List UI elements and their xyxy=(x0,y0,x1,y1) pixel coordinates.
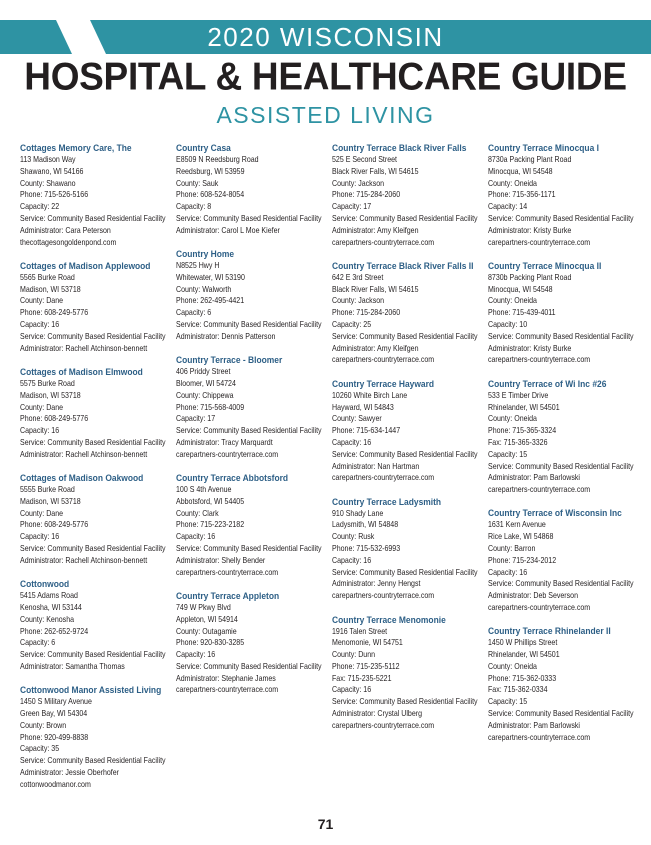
facility-detail: Administrator: Cara Peterson xyxy=(20,225,111,235)
facility-detail: County: Jackson xyxy=(332,296,385,306)
facility-entry xyxy=(332,496,482,602)
facility-entry xyxy=(488,142,638,248)
facility-detail: Capacity: 8 xyxy=(176,202,212,212)
facility-detail: 910 Shady Lane xyxy=(332,508,384,518)
facility-detail: Rhinelander, WI 54501 xyxy=(488,650,560,660)
facility-detail: Phone: 715-634-1447 xyxy=(332,426,401,436)
facility-name: Country Terrace Appleton xyxy=(176,589,280,601)
facility-detail: 1631 Kern Avenue xyxy=(488,520,546,530)
facility-detail: Capacity: 16 xyxy=(20,532,60,542)
facility-name: Country Terrace Black River Falls II xyxy=(332,259,474,271)
facility-detail: carepartners-countryterrace.com xyxy=(488,603,591,612)
facility-detail: Phone: 262-495-4421 xyxy=(176,296,245,306)
facility-detail: Administrator: Pam Barlowski xyxy=(488,720,580,730)
facility-detail: Capacity: 16 xyxy=(176,532,216,542)
facility-name: Cottonwood Manor Assisted Living xyxy=(20,684,162,696)
facility-name: Cottages Memory Care, The xyxy=(20,142,132,153)
facility-detail: Phone: 715-223-2182 xyxy=(176,520,245,530)
page-number: 71 xyxy=(317,816,334,832)
facility-entry xyxy=(20,684,170,790)
facility-detail: Capacity: 17 xyxy=(332,202,372,212)
facility-name: Cottonwood xyxy=(20,578,70,590)
facility-detail: Capacity: 25 xyxy=(332,320,372,330)
facility-name: Country Terrace Black River Falls xyxy=(332,142,467,153)
facility-detail: 5415 Adams Road xyxy=(20,591,78,601)
facility-detail: Capacity: 15 xyxy=(488,449,528,459)
facility-detail: Service: Community Based Residential Facility xyxy=(20,331,166,341)
facility-detail: County: Rusk xyxy=(332,532,375,542)
facility-detail: Phone: 715-235-5112 xyxy=(332,661,400,671)
facility-detail: Service: Community Based Residential Facility xyxy=(176,426,322,436)
facility-entry xyxy=(176,590,326,696)
facility-detail: Fax: 715-365-3326 xyxy=(488,437,548,447)
facility-detail: carepartners-countryterrace.com xyxy=(176,449,279,459)
facility-detail: Kenosha, WI 53144 xyxy=(20,602,82,612)
facility-detail: Phone: 715-439-4011 xyxy=(488,308,556,318)
facility-entry xyxy=(176,472,326,578)
facility-detail: Whitewater, WI 53190 xyxy=(176,272,245,282)
facility-detail: Capacity: 17 xyxy=(176,414,216,424)
facility-detail: County: Walworth xyxy=(176,284,232,294)
facility-entry xyxy=(332,260,482,366)
facility-entry xyxy=(488,507,638,613)
facility-detail: Phone: 608-249-5776 xyxy=(20,520,89,530)
facility-entry xyxy=(20,472,170,567)
facility-detail: Phone: 920-499-8838 xyxy=(20,732,89,742)
facility-detail: Service: Community Based Residential Facility xyxy=(332,331,478,341)
facility-name: Country Terrace Menomonie xyxy=(332,613,446,625)
facility-detail: Service: Community Based Residential Facility xyxy=(20,213,166,223)
facility-detail: Capacity: 16 xyxy=(332,555,372,565)
facility-detail: Menomonie, WI 54751 xyxy=(332,638,403,648)
facility-detail: Administrator: Rachell Atchinson-bennett xyxy=(20,449,148,459)
facility-entry xyxy=(488,625,638,743)
facility-detail: County: Oneida xyxy=(488,296,537,306)
facility-detail: Phone: 715-526-5166 xyxy=(20,190,89,200)
facility-detail: Service: Community Based Residential Facility xyxy=(176,661,322,671)
facility-detail: Service: Community Based Residential Facility xyxy=(488,213,634,223)
facility-name: Cottages of Madison Oakwood xyxy=(20,472,144,484)
facility-detail: Administrator: Rachell Atchinson-bennett xyxy=(20,343,148,353)
facility-detail: Phone: 920-830-3285 xyxy=(176,638,245,648)
facility-detail: Service: Community Based Residential Facility xyxy=(20,650,166,660)
header-banner xyxy=(0,20,651,54)
facility-detail: Capacity: 14 xyxy=(488,202,528,212)
facility-detail: Shawano, WI 54166 xyxy=(20,166,84,176)
facility-detail: County: Clark xyxy=(176,508,219,518)
facility-detail: cottonwoodmanor.com xyxy=(20,779,91,789)
facility-detail: Administrator: Dennis Patterson xyxy=(176,331,276,341)
facility-detail: 642 E 3rd Street xyxy=(332,272,384,282)
directory-column xyxy=(332,142,482,743)
facility-name: Country Terrace - Bloomer xyxy=(176,354,283,366)
facility-detail: County: Sawyer xyxy=(332,414,382,424)
facility-name: Country Terrace Hayward xyxy=(332,377,435,389)
facility-entry xyxy=(176,248,326,343)
facility-detail: Administrator: Shelly Bender xyxy=(176,555,266,565)
facility-detail: 533 E Timber Drive xyxy=(488,390,549,400)
facility-detail: 10260 White Birch Lane xyxy=(332,390,408,400)
facility-detail: County: Dane xyxy=(20,402,64,412)
facility-detail: Phone: 715-284-2060 xyxy=(332,308,401,318)
facility-detail: Capacity: 22 xyxy=(20,202,60,212)
facility-detail: Service: Community Based Residential Facility xyxy=(176,213,322,223)
facility-detail: Administrator: Carol L Moe Kiefer xyxy=(176,225,280,235)
facility-name: Cottages of Madison Elmwood xyxy=(20,365,143,377)
facility-detail: Service: Community Based Residential Facility xyxy=(20,437,166,447)
facility-detail: carepartners-countryterrace.com xyxy=(332,355,435,365)
facility-detail: Service: Community Based Residential Facility xyxy=(488,709,634,719)
facility-detail: Phone: 715-234-2012 xyxy=(488,555,557,565)
facility-name: Country Terrace of Wi Inc #26 xyxy=(488,377,607,389)
facility-detail: County: Dunn xyxy=(332,650,376,660)
facility-detail: Madison, WI 53718 xyxy=(20,284,81,294)
facility-entry xyxy=(20,142,170,248)
facility-detail: 5575 Burke Road xyxy=(20,378,75,388)
facility-detail: carepartners-countryterrace.com xyxy=(488,355,591,365)
facility-detail: 8730a Packing Plant Road xyxy=(488,155,572,164)
facility-detail: Rice Lake, WI 54868 xyxy=(488,532,554,542)
facility-detail: Service: Community Based Residential Facility xyxy=(20,756,166,766)
facility-detail: Administrator: Kristy Burke xyxy=(488,225,572,235)
facility-detail: 113 Madison Way xyxy=(20,155,76,164)
facility-detail: Phone: 262-652-9724 xyxy=(20,626,89,636)
facility-detail: County: Dane xyxy=(20,296,64,306)
facility-detail: County: Outagamie xyxy=(176,626,237,636)
facility-entry xyxy=(20,578,170,673)
facility-detail: Service: Community Based Residential Facility xyxy=(488,579,634,589)
facility-detail: Administrator: Jessie Oberhofer xyxy=(20,767,120,777)
facility-detail: Black River Falls, WI 54615 xyxy=(332,166,419,176)
facility-entry xyxy=(488,378,638,496)
facility-detail: County: Oneida xyxy=(488,661,537,671)
facility-entry xyxy=(332,142,482,248)
facility-detail: Madison, WI 53718 xyxy=(20,390,81,400)
facility-detail: Capacity: 16 xyxy=(20,426,60,436)
facility-name: Country Terrace Minocqua II xyxy=(488,259,602,271)
facility-detail: Administrator: Jenny Hengst xyxy=(332,579,421,589)
facility-detail: County: Kenosha xyxy=(20,614,75,624)
facility-detail: carepartners-countryterrace.com xyxy=(332,237,435,247)
facility-detail: County: Oneida xyxy=(488,414,537,424)
facility-detail: 5565 Burke Road xyxy=(20,272,75,282)
facility-detail: Phone: 608-249-5776 xyxy=(20,308,89,318)
facility-detail: 1450 S Military Avenue xyxy=(20,697,92,707)
guide-title: HOSPITAL & HEALTHCARE GUIDE xyxy=(24,54,627,98)
facility-name: Country Terrace Ladysmith xyxy=(332,495,442,507)
facility-name: Cottages of Madison Applewood xyxy=(20,259,151,271)
facility-detail: carepartners-countryterrace.com xyxy=(332,591,435,601)
facility-detail: Minocqua, WI 54548 xyxy=(488,284,553,294)
facility-detail: Capacity: 16 xyxy=(332,437,372,447)
facility-detail: carepartners-countryterrace.com xyxy=(488,732,591,742)
facility-detail: Capacity: 6 xyxy=(176,308,212,318)
facility-detail: Administrator: Tracy Marquardt xyxy=(176,437,273,447)
facility-name: Country Terrace of Wisconsin Inc xyxy=(488,507,622,519)
facility-entry xyxy=(332,614,482,732)
facility-detail: Fax: 715-362-0334 xyxy=(488,685,548,695)
facility-detail: Capacity: 16 xyxy=(488,567,528,577)
facility-detail: County: Sauk xyxy=(176,178,219,188)
directory-columns xyxy=(20,142,640,802)
facility-detail: County: Dane xyxy=(20,508,64,518)
facility-detail: Administrator: Stephanie James xyxy=(176,673,276,683)
facility-detail: Service: Community Based Residential Facility xyxy=(176,320,322,330)
facility-detail: carepartners-countryterrace.com xyxy=(332,720,435,730)
facility-detail: Administrator: Samantha Thomas xyxy=(20,661,125,671)
facility-detail: Bloomer, WI 54724 xyxy=(176,378,236,388)
facility-detail: County: Brown xyxy=(20,720,67,730)
facility-detail: County: Chippewa xyxy=(176,390,234,400)
facility-detail: Service: Community Based Residential Facility xyxy=(332,567,478,577)
facility-detail: Administrator: Kristy Burke xyxy=(488,343,572,353)
directory-column xyxy=(20,142,170,802)
facility-detail: County: Oneida xyxy=(488,178,537,188)
facility-detail: 100 S 4th Avenue xyxy=(176,485,232,495)
facility-detail: Green Bay, WI 54304 xyxy=(20,708,88,718)
facility-detail: Phone: 608-249-5776 xyxy=(20,414,89,424)
facility-detail: Capacity: 16 xyxy=(20,320,60,330)
facility-detail: Administrator: Crystal Ulberg xyxy=(332,709,423,719)
facility-detail: Capacity: 10 xyxy=(488,320,528,330)
facility-detail: Reedsburg, WI 53959 xyxy=(176,166,245,176)
facility-detail: 749 W Pkwy Blvd xyxy=(176,602,231,612)
facility-detail: Phone: 715-362-0333 xyxy=(488,673,557,683)
facility-detail: 1450 W Phillips Street xyxy=(488,638,558,648)
facility-detail: E8509 N Reedsburg Road xyxy=(176,155,259,164)
facility-detail: 5555 Burke Road xyxy=(20,485,75,495)
facility-detail: Ladysmith, WI 54848 xyxy=(332,520,399,530)
section-title: ASSISTED LIVING xyxy=(216,102,435,128)
facility-detail: Capacity: 15 xyxy=(488,697,528,707)
facility-detail: Minocqua, WI 54548 xyxy=(488,166,553,176)
facility-detail: Phone: 715-532-6993 xyxy=(332,544,401,554)
facility-name: Country Terrace Rhinelander II xyxy=(488,625,611,637)
facility-detail: Phone: 715-568-4009 xyxy=(176,402,245,412)
facility-detail: Phone: 715-365-3324 xyxy=(488,426,557,436)
facility-detail: Administrator: Amy Kleifgen xyxy=(332,343,419,353)
facility-detail: Administrator: Pam Barlowski xyxy=(488,473,580,483)
banner-text: 2020 WISCONSIN xyxy=(207,22,444,52)
facility-detail: carepartners-countryterrace.com xyxy=(332,473,435,483)
facility-detail: N8525 Hwy H xyxy=(176,261,220,271)
directory-column xyxy=(488,142,638,755)
facility-detail: Phone: 608-524-8054 xyxy=(176,190,245,200)
facility-detail: Administrator: Rachell Atchinson-bennett xyxy=(20,555,148,565)
facility-detail: Service: Community Based Residential Facility xyxy=(332,697,478,707)
facility-detail: Service: Community Based Residential Facility xyxy=(176,544,322,554)
facility-detail: 1916 Talen Street xyxy=(332,626,388,636)
facility-entry xyxy=(176,142,326,237)
facility-detail: County: Jackson xyxy=(332,178,385,188)
facility-detail: Capacity: 6 xyxy=(20,638,56,648)
facility-detail: Appleton, WI 54914 xyxy=(176,614,238,624)
facility-entry xyxy=(20,366,170,461)
facility-detail: Capacity: 16 xyxy=(332,685,372,695)
facility-detail: Service: Community Based Residential Facility xyxy=(488,331,634,341)
facility-detail: 406 Priddy Street xyxy=(176,367,231,377)
facility-detail: Madison, WI 53718 xyxy=(20,496,81,506)
facility-detail: Fax: 715-235-5221 xyxy=(332,673,392,683)
facility-detail: Rhinelander, WI 54501 xyxy=(488,402,560,412)
facility-detail: 8730b Packing Plant Road xyxy=(488,272,572,282)
facility-entry xyxy=(176,354,326,460)
facility-detail: Hayward, WI 54843 xyxy=(332,402,394,412)
facility-detail: Administrator: Deb Severson xyxy=(488,591,579,601)
facility-name: Country Home xyxy=(176,248,235,260)
facility-detail: thecottagesongoldenpond.com xyxy=(20,237,117,247)
facility-name: Country Terrace Minocqua I xyxy=(488,142,599,153)
facility-detail: County: Shawano xyxy=(20,178,76,188)
facility-detail: Abbotsford, WI 54405 xyxy=(176,496,245,506)
facility-detail: Service: Community Based Residential Facility xyxy=(332,213,478,223)
facility-detail: Administrator: Amy Kleifgen xyxy=(332,225,419,235)
facility-detail: carepartners-countryterrace.com xyxy=(488,237,591,247)
facility-name: Country Terrace Abbotsford xyxy=(176,472,289,484)
facility-detail: Phone: 715-356-1171 xyxy=(488,190,556,200)
facility-detail: Capacity: 16 xyxy=(176,650,216,660)
facility-entry xyxy=(20,260,170,355)
facility-detail: County: Barron xyxy=(488,544,536,554)
facility-detail: Black River Falls, WI 54615 xyxy=(332,284,419,294)
facility-detail: Service: Community Based Residential Facility xyxy=(20,544,166,554)
facility-detail: carepartners-countryterrace.com xyxy=(176,567,279,577)
facility-detail: Capacity: 35 xyxy=(20,744,60,754)
facility-detail: Service: Community Based Residential Facility xyxy=(332,449,478,459)
facility-detail: Administrator: Nan Hartman xyxy=(332,461,420,471)
facility-detail: carepartners-countryterrace.com xyxy=(488,485,591,495)
facility-name: Country Casa xyxy=(176,142,231,153)
directory-column xyxy=(176,142,326,708)
facility-detail: Service: Community Based Residential Facility xyxy=(488,461,634,471)
facility-detail: 525 E Second Street xyxy=(332,155,397,164)
facility-detail: carepartners-countryterrace.com xyxy=(176,685,279,695)
facility-detail: Phone: 715-284-2060 xyxy=(332,190,401,200)
facility-entry xyxy=(332,378,482,484)
facility-entry xyxy=(488,260,638,366)
